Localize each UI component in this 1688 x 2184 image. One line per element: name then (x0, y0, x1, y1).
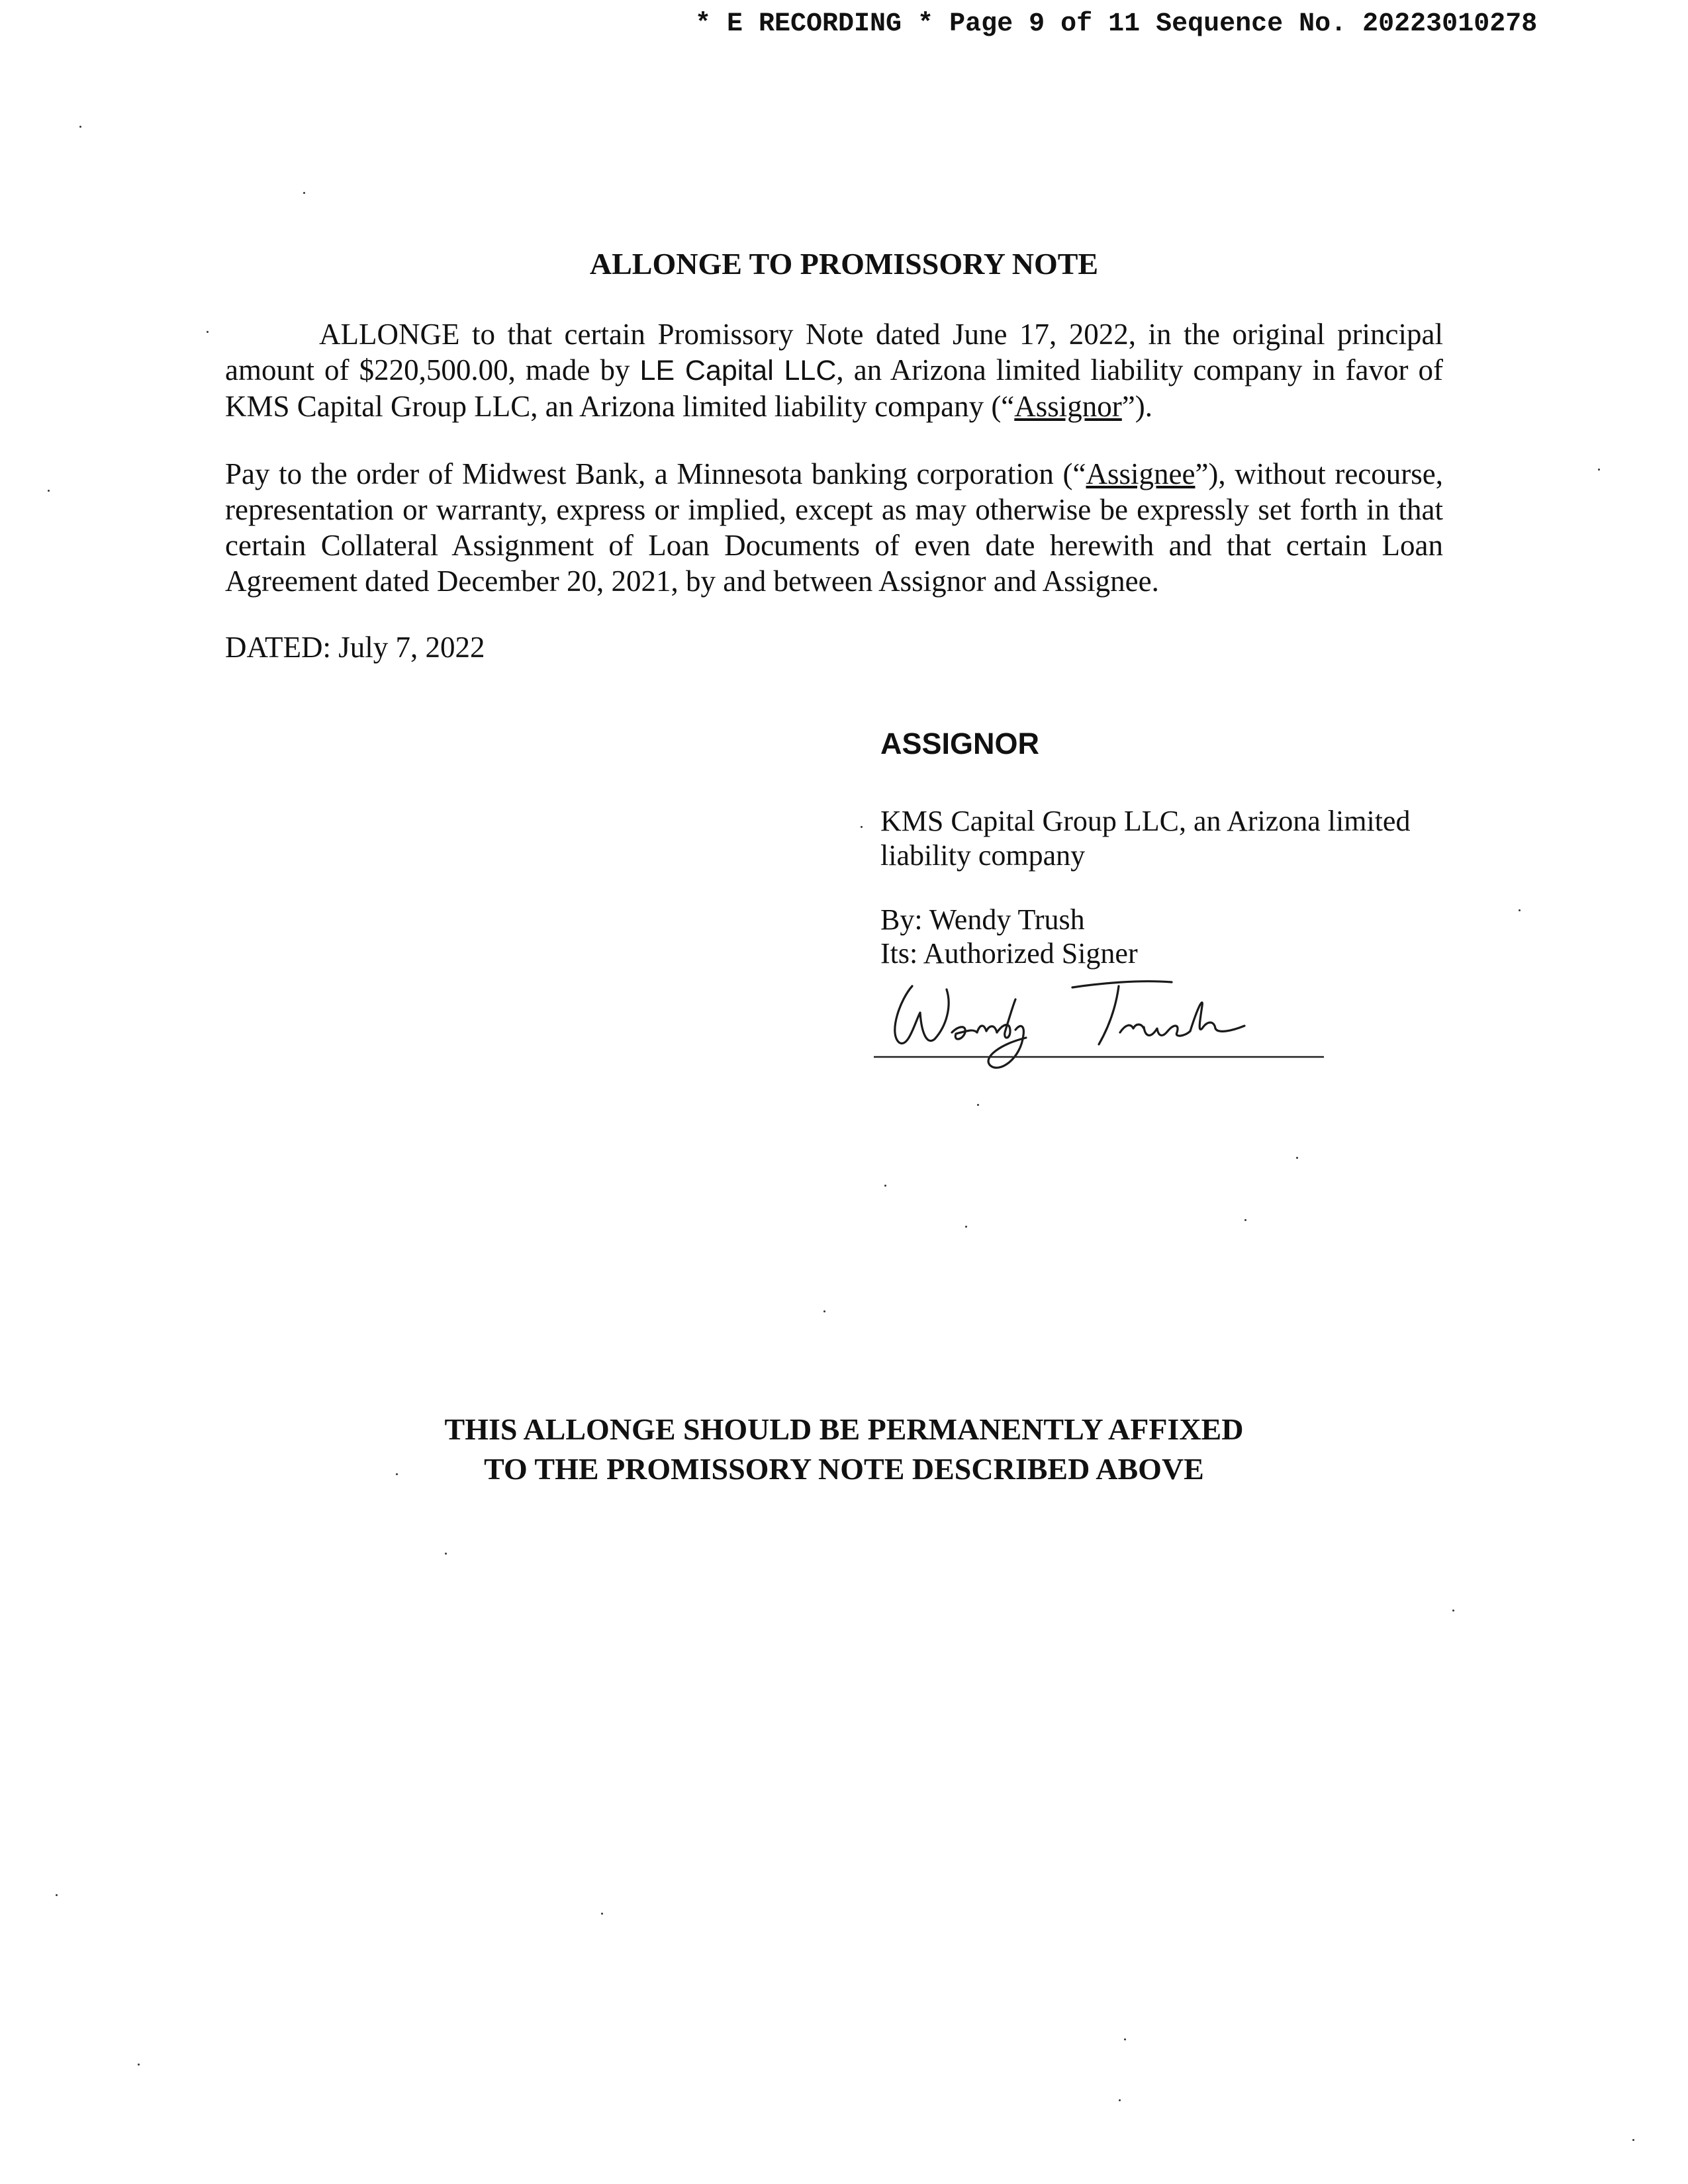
scan-speck (977, 1104, 979, 1106)
scan-speck (1124, 2038, 1126, 2040)
scan-speck (48, 490, 50, 492)
scan-speck (1519, 909, 1521, 911)
scan-speck (1244, 1219, 1246, 1221)
scan-speck (1598, 469, 1600, 471)
scan-speck (138, 2064, 140, 2066)
allonge-paragraph (225, 316, 1443, 424)
pay-text-part2: ”), without recourse, representation or warranty, express or implied, except as may otherwise be expressly set forth in that certain Collateral Assignment of Loan Documents of even date herewith and that certain Loan Agreement dated December 20, 2021, by and between Assignor and Assignee. (225, 457, 1444, 598)
scan-speck (445, 1553, 447, 1555)
scan-speck (884, 1185, 886, 1187)
scan-speck (861, 826, 863, 828)
scan-speck (56, 1894, 58, 1896)
assignor-defined-term: Assignor (1014, 390, 1122, 423)
assignor-entity: KMS Capital Group LLC, an Arizona limited liability company (880, 805, 1411, 872)
affix-notice (0, 1410, 1688, 1489)
document-title: ALLONGE TO PROMISSORY NOTE (589, 247, 1099, 281)
affix-notice-line2: TO THE PROMISSORY NOTE DESCRIBED ABOVE (484, 1452, 1204, 1486)
scan-speck (1296, 1157, 1298, 1159)
signer-name: By: Wendy Trush (880, 903, 1085, 936)
scan-speck (1632, 2139, 1634, 2141)
signer-title: Its: Authorized Signer (880, 937, 1138, 970)
scan-speck (601, 1913, 603, 1915)
affix-notice-line1: THIS ALLONGE SHOULD BE PERMANENTLY AFFIXED (444, 1412, 1244, 1446)
dated-line: DATED: July 7, 2022 (225, 631, 485, 664)
maker-name: LE Capital LLC (639, 355, 837, 387)
scan-speck (823, 1310, 825, 1312)
allonge-text-part1: ALLONGE to that certain Promissory Note dated June 17, 2022, in the original principal amount of $220,500.00, made by (225, 318, 1443, 387)
recording-header: * E RECORDING * Page 9 of 11 Sequence No. 20223010278 (695, 9, 1538, 39)
allonge-text-part2: , an Arizona limited liability company in favor of KMS Capital Group LLC, an Arizona limited liability company (“ (225, 353, 1443, 423)
scan-speck (1119, 2099, 1121, 2101)
pay-text-part1: Pay to the order of Midwest Bank, a Minnesota banking corporation (“ (225, 457, 1086, 490)
scan-speck (965, 1226, 967, 1228)
scan-speck (303, 192, 305, 194)
handwritten-signature (874, 960, 1337, 1079)
assignor-heading: ASSIGNOR (880, 727, 1040, 760)
scan-speck (79, 126, 81, 128)
pay-to-order-paragraph (225, 456, 1443, 599)
allonge-text-part3: ”). (1121, 390, 1153, 423)
scan-speck (396, 1473, 398, 1475)
assignee-defined-term: Assignee (1086, 457, 1196, 490)
scan-speck (207, 331, 209, 333)
scan-speck (1452, 1610, 1454, 1612)
